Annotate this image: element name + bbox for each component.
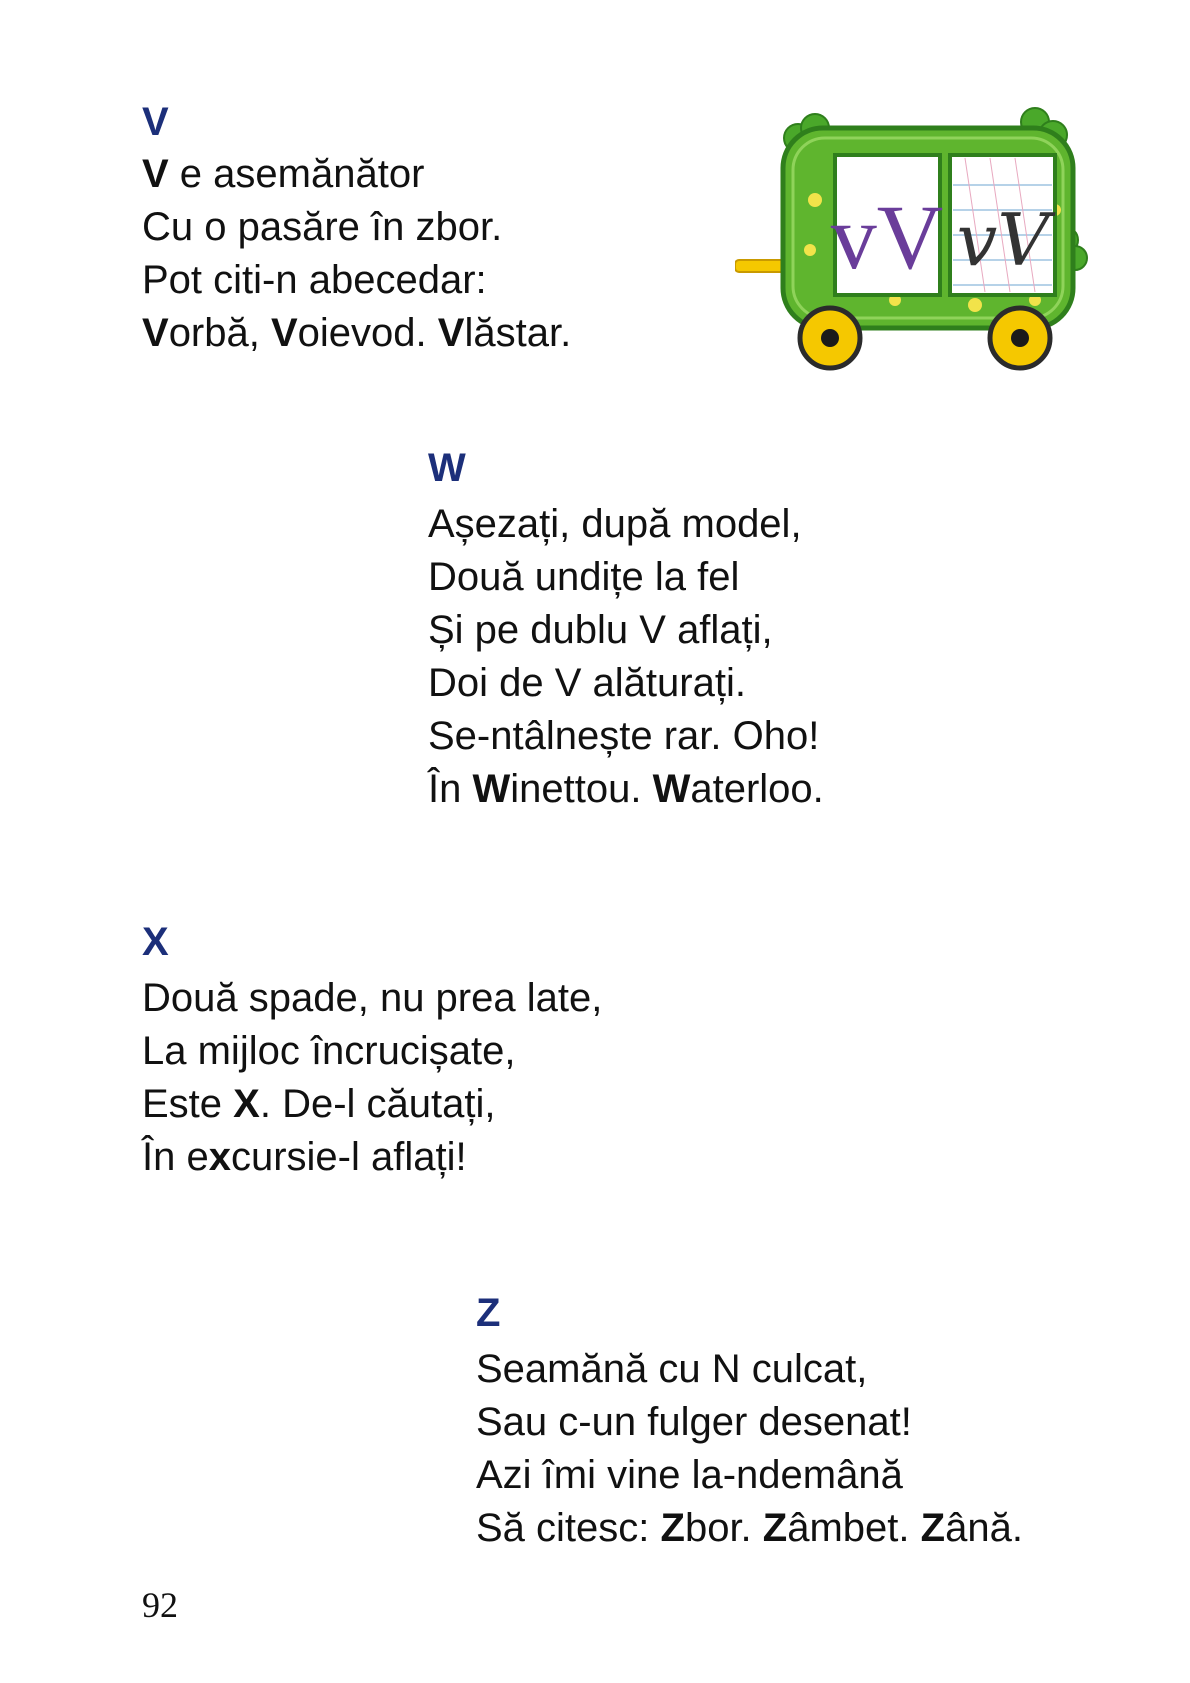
highlighted-letter: Z [920, 1506, 946, 1550]
poem-line [476, 1502, 1023, 1555]
line-text: Se-ntâlnește rar. Oho! [428, 714, 820, 758]
line-text: Sau c-un fulger desenat! [476, 1400, 912, 1444]
line-text: Este [142, 1082, 234, 1126]
poem-line [428, 551, 824, 604]
line-text: Doi de V alăturați. [428, 661, 746, 705]
poem-z [476, 1287, 1023, 1555]
line-text: Să citesc: [476, 1506, 661, 1550]
poem-line [142, 1025, 602, 1078]
poem-line [428, 710, 824, 763]
line-text: Pot citi-n abecedar: [142, 258, 487, 302]
poem-heading: X [142, 920, 169, 964]
print-letters: vV [830, 186, 944, 288]
script-letters: vV [956, 198, 1050, 282]
line-text: Seamănă cu N culcat, [476, 1347, 868, 1391]
poem-line [428, 498, 824, 551]
highlighted-letter: Z [762, 1506, 788, 1550]
line-text: âmbet. [787, 1506, 921, 1550]
poem-line [142, 1078, 602, 1131]
line-text: cursie-l aflați! [230, 1135, 467, 1179]
line-text: e asemănător [168, 152, 425, 196]
poem-line [142, 972, 602, 1025]
highlighted-letter: Z [660, 1506, 685, 1550]
highlighted-letter: W [472, 767, 511, 811]
highlighted-letter: V [270, 311, 298, 355]
poem-heading: V [142, 100, 169, 144]
line-text: ână. [945, 1506, 1023, 1550]
line-text: Două spade, nu prea late, [142, 976, 603, 1020]
line-text: Cu o pasăre în zbor. [142, 205, 503, 249]
poem-line [142, 254, 571, 307]
poem-line [142, 307, 571, 360]
highlighted-letter: V [437, 311, 465, 355]
line-text: lăstar. [464, 311, 572, 355]
line-text: La mijloc încrucișate, [142, 1029, 516, 1073]
line-text: . De-l căutați, [259, 1082, 496, 1126]
line-text: Azi îmi vine la-ndemână [476, 1453, 903, 1497]
poem-lines [476, 1343, 1023, 1555]
poem-line [142, 1131, 602, 1184]
poem-lines [428, 498, 824, 816]
poem-line [428, 763, 824, 816]
poem-x [142, 916, 602, 1184]
highlighted-letter: W [652, 767, 691, 811]
line-text: orbă, [168, 311, 271, 355]
poem-heading: Z [476, 1291, 501, 1335]
line-text: inettou. [510, 767, 653, 811]
line-text: Două undițe la fel [428, 555, 740, 599]
poem-line [476, 1343, 1023, 1396]
poem-heading: W [428, 446, 466, 490]
highlighted-letter: x [208, 1135, 231, 1179]
highlighted-letter: V [142, 152, 169, 196]
highlighted-letter: V [142, 311, 169, 355]
poem-line [142, 201, 571, 254]
line-text: bor. [684, 1506, 763, 1550]
poem-line [476, 1449, 1023, 1502]
highlighted-letter: X [233, 1082, 260, 1126]
poem-line [428, 604, 824, 657]
line-text: Și pe dublu V aflați, [428, 608, 773, 652]
poem-lines [142, 972, 602, 1184]
poem-line [428, 657, 824, 710]
poem-line [476, 1396, 1023, 1449]
poem-lines [142, 148, 571, 360]
page-number: 92 [142, 1585, 178, 1625]
line-text: În e [142, 1135, 209, 1179]
poem-w [428, 442, 824, 816]
line-text: oievod. [297, 311, 438, 355]
line-text: aterloo. [690, 767, 824, 811]
poem-line [142, 148, 571, 201]
poem-v [142, 96, 571, 360]
line-text: În [428, 767, 473, 811]
line-text: Așezați, după model, [428, 502, 802, 546]
wagon-illustration [735, 100, 1095, 380]
